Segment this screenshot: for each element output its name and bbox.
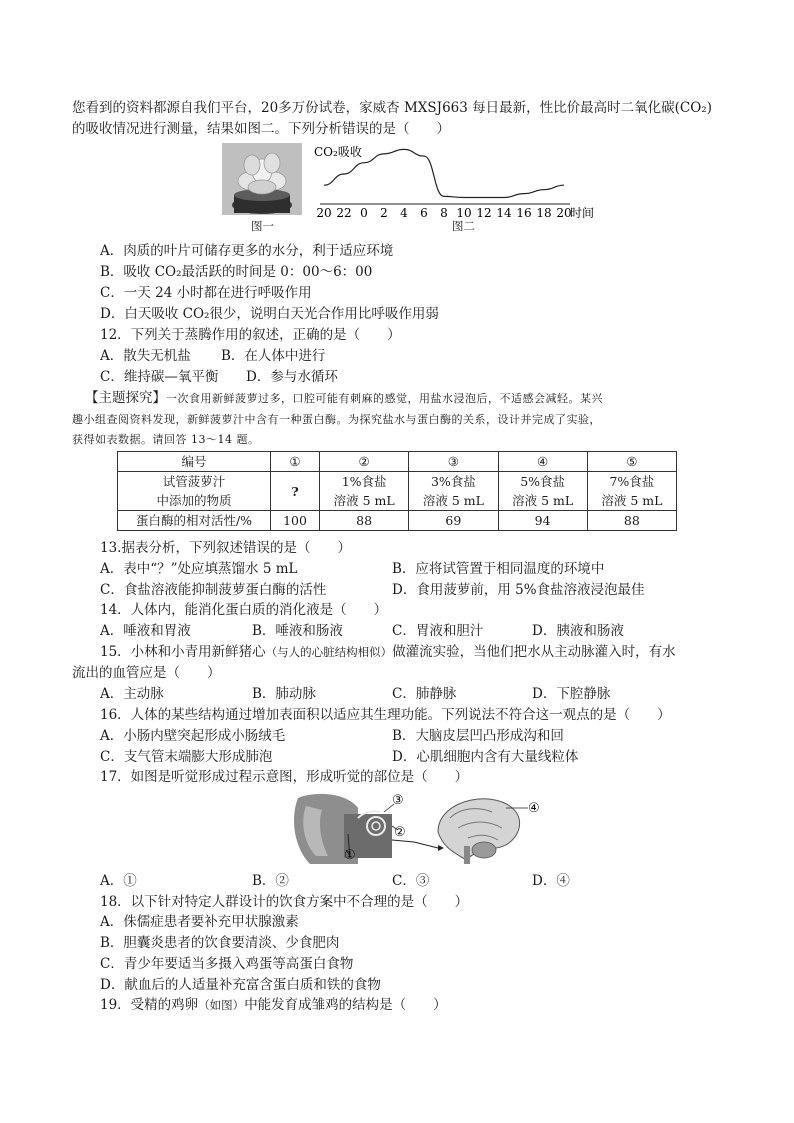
x-tick-label: 20: [556, 206, 572, 220]
table-cell: ?: [271, 472, 320, 511]
theme-line-1: [85, 388, 603, 409]
table-cell: 94: [498, 511, 587, 531]
table-row-label: 蛋白酶的相对活性/%: [118, 511, 271, 531]
x-tick-label: 12: [476, 206, 492, 220]
q15-stem-line-2: 流出的血管应是（ ）: [72, 665, 221, 681]
q16-option-c: C．支气管末端膨大形成肺泡: [100, 749, 273, 765]
x-tick-label: 0: [360, 206, 368, 220]
table-cell: 88: [320, 511, 409, 531]
auditory-nerve-icon: [392, 840, 438, 848]
q11-option-c: C．一天 24 小时都在进行呼吸作用: [100, 285, 312, 301]
cerebellum-icon: [472, 842, 496, 858]
table-row: [118, 452, 677, 472]
q11-option-a: A．肉质的叶片可储存更多的水分，利于适应环境: [100, 243, 394, 259]
table-header-label: 编号: [118, 452, 271, 472]
q12-option-b: B．在人体中进行: [221, 348, 326, 364]
label-2: ②: [394, 825, 406, 840]
chart-ticks: [316, 206, 571, 220]
theme-tag: 【主题探究】: [85, 390, 166, 406]
q13-stem: 13.据表分析，下列叙述错误的是（ ）: [100, 540, 351, 556]
q11-option-b: B．吸收 CO₂最活跃的时间是 0：00～6：00: [100, 264, 373, 280]
q12-option-c: C．维持碳—氧平衡: [100, 369, 219, 385]
table-cell: 88: [587, 511, 676, 531]
arrow-icon: [438, 845, 444, 851]
x-tick-label: 10: [456, 206, 472, 220]
intro-line-2: 的吸收情况进行测量，结果如图二。下列分析错误的是（ ）: [72, 121, 450, 137]
q12-stem: 12．下列关于蒸腾作用的叙述，正确的是（ ）: [100, 327, 401, 343]
table-cell: 3%食盐 溶液 5 mL: [409, 472, 498, 511]
x-tick-label: 22: [336, 206, 352, 220]
q17-option-b: B．②: [252, 873, 289, 889]
q14-option-c: C．胃液和胆汁: [392, 623, 484, 639]
q16-option-b: B．大脑皮层凹凸形成沟和回: [392, 728, 564, 744]
figure-2-caption: 图二: [452, 219, 475, 233]
table-row-label: 试管菠萝汁 中添加的物质: [118, 472, 271, 511]
q13-option-a: A．表中“？”处应填蒸馏水 5 mL: [100, 561, 298, 577]
x-tick-label: 6: [420, 206, 428, 220]
q16-option-d: D．心肌细胞内含有大量线粒体: [392, 749, 579, 765]
q14-option-a: A．唾液和胃液: [100, 623, 191, 639]
table-cell: ②: [320, 452, 409, 472]
x-tick-label: 20: [316, 206, 332, 220]
x-tick-label: 18: [536, 206, 552, 220]
table-cell: ①: [271, 452, 320, 472]
q18-option-a: A．侏儒症患者要补充甲状腺激素: [100, 914, 299, 930]
q14-option-b: B．唾液和肠液: [252, 623, 343, 639]
q16-stem: 16．人体的某些结构通过增加表面积以适应其生理功能。下列说法不符合这一观点的是（ ）: [100, 707, 671, 723]
x-tick-label: 4: [400, 206, 408, 220]
q11-option-d: D．白天吸收 CO₂很少，说明白天光合作用比呼吸作用弱: [100, 306, 439, 322]
q18-option-c: C．青少年要适当多摄入鸡蛋等高蛋白食物: [100, 956, 354, 972]
q15-option-c: C．肺静脉: [392, 686, 457, 702]
q19-stem: 19．受精的鸡卵（如图）中能发育成雏鸡的结构是（ ）: [100, 997, 447, 1013]
figure-1-caption: 图一: [251, 219, 274, 233]
experiment-table: [117, 451, 677, 531]
q18-option-d: D．献血后的人适量补充富含蛋白质和铁的食物: [100, 977, 381, 993]
q17-stem: 17．如图是听觉形成过程示意图，形成听觉的部位是（ ）: [100, 769, 469, 785]
table-cell: ④: [498, 452, 587, 472]
q15-option-d: D．下腔静脉: [532, 686, 611, 702]
label-1: ①: [344, 848, 356, 863]
q17-option-a: A．①: [100, 873, 137, 889]
x-tick-label: 8: [440, 206, 448, 220]
x-tick-label: 16: [516, 206, 532, 220]
q13-option-b: B．应将试管置于相同温度的环境中: [392, 561, 605, 577]
q13-option-c: C．食盐溶液能抑制菠萝蛋白酶的活性: [100, 582, 327, 598]
q12-option-a: A．散失无机盐: [100, 348, 191, 364]
table-cell: 1%食盐 溶液 5 mL: [320, 472, 409, 511]
chart-ylabel: CO₂吸收: [314, 145, 362, 159]
q15-option-a: A．主动脉: [100, 686, 164, 702]
theme-line-3: 获得如表数据。请回答 13～14 题。: [72, 433, 260, 446]
table-cell: 7%食盐 溶液 5 mL: [587, 472, 676, 511]
table-cell: ③: [409, 452, 498, 472]
q18-option-b: B．胆囊炎患者的饮食要清淡、少食肥肉: [100, 935, 340, 951]
table-row: [118, 511, 677, 531]
table-row: [118, 472, 677, 511]
q18-stem: 18．以下针对特定人群设计的饮食方案中不合理的是（ ）: [100, 894, 469, 910]
q12-option-d: D．参与水循环: [246, 369, 338, 385]
table-cell: 100: [271, 511, 320, 531]
q15-option-b: B．肺动脉: [252, 686, 316, 702]
label-3: ③: [392, 793, 404, 808]
succulent-plant-photo: [222, 143, 302, 215]
label-4: ④: [528, 801, 540, 816]
q13-option-d: D．食用菠萝前，用 5%食盐溶液浸泡最佳: [392, 582, 645, 598]
plant-icon: [222, 143, 302, 215]
q14-stem: 14．人体内，能消化蛋白质的消化液是（ ）: [100, 602, 388, 618]
intro-line-1: 您看到的资料都源自我们平台，20多万份试卷，家威杏 MXSJ663 每日最新，性比价最高时二氧化碳(CO₂): [72, 100, 712, 116]
brainstem-icon: [464, 846, 470, 864]
table-cell: 5%食盐 溶液 5 mL: [498, 472, 587, 511]
q14-option-d: D．胰液和肠液: [532, 623, 624, 639]
x-tick-label: 14: [496, 206, 512, 220]
x-tick-label: 2: [380, 206, 388, 220]
theme-text-1: 一次食用新鲜菠萝过多，口腔可能有刺麻的感觉，用盐水浸泡后，不适感会减轻。某兴: [166, 392, 603, 405]
q17-option-c: C．③: [392, 873, 430, 889]
hearing-diagram: [288, 788, 548, 870]
table-cell: 69: [409, 511, 498, 531]
q15-stem-line-1: 15．小林和小青用新鲜猪心（与人的心脏结构相似）做灌流实验，当他们把水从主动脉灌入时，有水: [100, 644, 676, 660]
q17-option-d: D．④: [532, 873, 570, 889]
chart-xlabel: 时间: [570, 206, 595, 220]
theme-line-2: 趣小组查阅资料发现，新鲜菠萝汁中含有一种蛋白酶。为探究盐水与蛋白酶的关系，设计并完成了实验，: [72, 413, 601, 426]
table-cell: ⑤: [587, 452, 676, 472]
q16-option-a: A．小肠内壁突起形成小肠绒毛: [100, 728, 286, 744]
